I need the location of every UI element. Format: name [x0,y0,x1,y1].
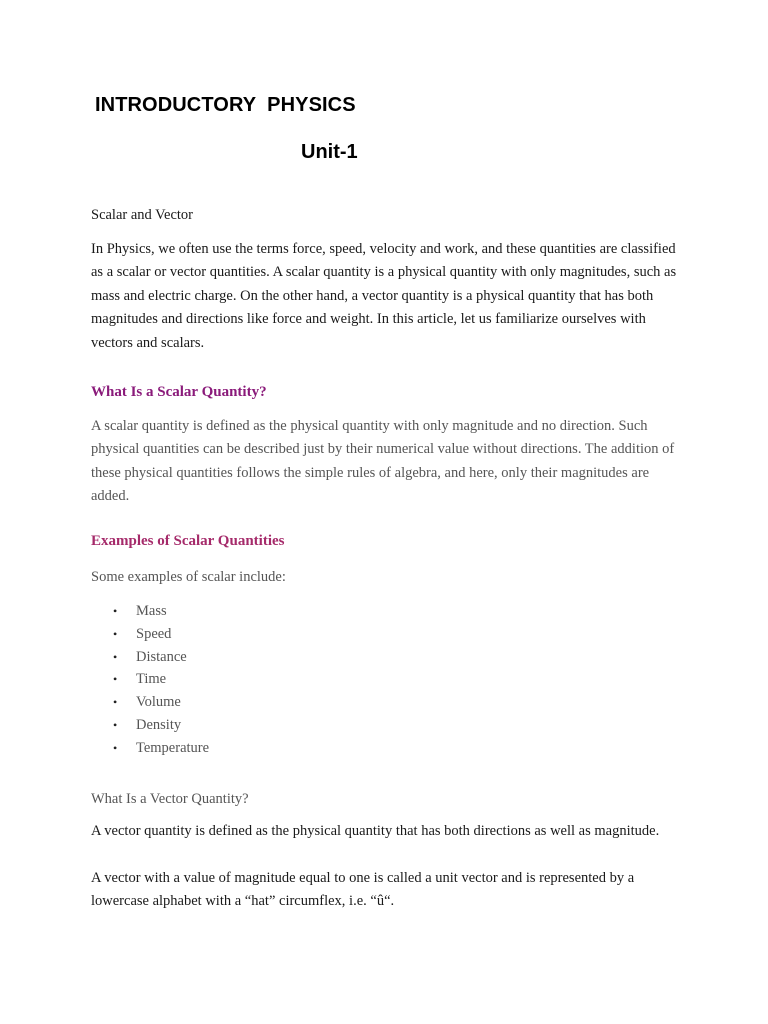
scalar-heading: What Is a Scalar Quantity? [91,384,267,400]
bullet-icon: • [113,604,118,618]
vector-paragraph-1: A vector quantity is defined as the physical quantity that has both directions as well as magnitude. [91,823,660,839]
examples-list [91,600,209,760]
unit-heading: Unit-1 [301,141,358,163]
bullet-icon: • [113,740,118,755]
bullet-icon: • [113,717,118,732]
scalar-paragraph: A scalar quantity is defined as the physical quantity with only magnitude and no direction. Such physical quantities can be described just by their numerical value without directions. The addition of these physical quantities follows the simple rules of algebra, and here, only their magnitudes are added. [91,418,675,505]
bullet-icon: • [113,672,118,687]
section-title: Scalar and Vector [91,207,193,223]
list-item: • Mass [91,600,209,623]
vector-heading: What Is a Vector Quantity? [91,791,249,807]
examples-intro: Some examples of scalar include: [91,569,286,585]
list-item: • Time [91,668,209,691]
bullet-icon: • [113,695,118,710]
intro-paragraph: In Physics, we often use the terms force, speed, velocity and work, and these quantities are classified as a scalar or vector quantities. A scalar quantity is a physical quantity with only magnitudes, such as mass and electric charge. On the other hand, a vector quantity is a physical quantity that has both magnitudes and directions like force and weight. In this article, let us familiarize ourselves with vectors and scalars. [91,241,677,351]
list-item: • Density [91,714,209,737]
examples-heading: Examples of Scalar Quantities [91,533,285,549]
list-item: • Volume [91,691,209,714]
bullet-icon: • [113,626,118,641]
list-item: • Speed [91,623,209,646]
document-title: INTRODUCTORY PHYSICS [95,94,356,116]
bullet-icon: • [113,649,118,664]
list-item: • Temperature [91,737,209,760]
list-item: • Distance [91,646,209,669]
vector-paragraph-2: A vector with a value of magnitude equal to one is called a unit vector and is represented by a lowercase alphabet with a “hat” circumflex, i.e. “û“. [91,870,635,910]
